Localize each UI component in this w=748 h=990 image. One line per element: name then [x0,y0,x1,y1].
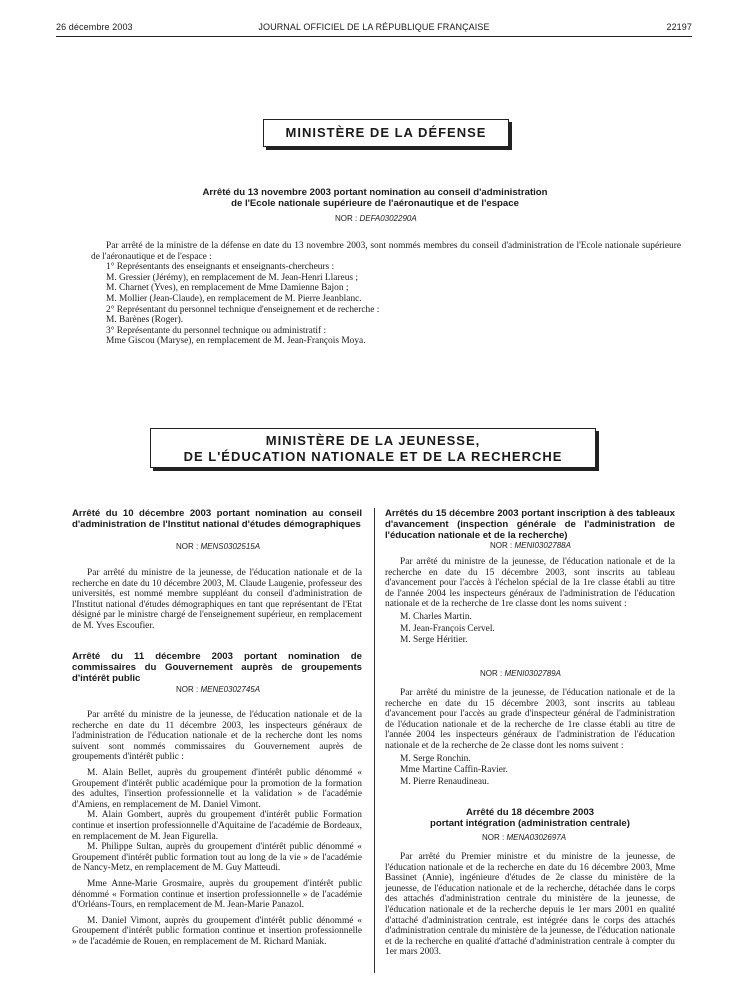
ministry-defense-box [263,119,509,147]
arrete-defense-intro: Par arrêté de la ministre de la défense en date du 13 novembre 2003, sont nommés membres du conseil d'administration de l'Ecole nationale supérieure de l'aéronautique et de l'espace : [91,241,681,262]
nor-label: NOR : [176,685,199,694]
nor-code: MENS0302515A [200,542,261,551]
ministry-defense-title: MINISTÈRE DE LA DÉFENSE [285,125,487,140]
defense-line: M. Mollier (Jean-Claude), en remplacement de M. Pierre Jeanblanc. [106,293,362,304]
arrete-ined-title: Arrêté du 10 décembre 2003 portant nomination au conseil d'administration de l'Institut national d'études démographiques [72,508,362,530]
gip-paragraph: Mme Anne-Marie Grosmaire, auprès du groupement d'intérêt public dénommé « Formation continue et insertion professionnelle » de l'académie d'Orléans-Tours, en remplacement de M. Jean-Marie Panazol. [72,878,362,911]
defense-line: 3° Représentante du personnel technique ou administratif : [106,325,327,336]
arrete-ined-paragraph: Par arrêté du ministre de la jeunesse, de l'éducation nationale et de la recherche en date du 10 décembre 2003, M. Claude Laugenie, professeur des universités, est nommé membre suppléant du conseil d'administration de l'Institut national d'études démographiques en tant que représentant de l'Etat désigné par le ministre chargé de l'enseignement supérieur, en remplacement de M. Yves Escoufier. [72,568,362,631]
nor-label: NOR : [335,214,358,223]
igaenr-name: M. Charles Martin. [400,611,472,622]
header-journal-title: JOURNAL OFFICIEL DE LA RÉPUBLIQUE FRANÇAISE [258,22,490,32]
arrete-integration-title-line1: Arrêté du 18 décembre 2003 [466,807,594,818]
arrete-integration-title-line2: portant intégration (administration centrale) [430,818,630,829]
igaenr-name: M. Serge Héritier. [400,635,468,646]
arrete-integration-nor [482,833,566,842]
nor-label: NOR : [176,542,199,551]
arrete-defense-nor [335,214,417,223]
igaenr-name: M. Pierre Renaudineau. [400,776,490,787]
nor-code: MENI0302789A [504,669,561,678]
gip-paragraph: M. Daniel Vimont, auprès du groupement d'intérêt public dénommé « Groupement d'intérêt public formation continue et insertion professionnelle » de l'académie de Rouen, en remplacement de M. Richard Maniak. [72,915,362,947]
arrete-igaenr-nor2 [480,669,561,678]
defense-line: 2° Représentant du personnel technique d'enseignement et de recherche : [106,304,380,315]
arrete-igaenr-title: Arrêtés du 15 décembre 2003 portant inscription à des tableaux d'avancement (inspection générale de l'administration de l'éducation nationale et de la recherche) [385,508,675,541]
igaenr-paragraph: Par arrêté du ministre de la jeunesse, de l'éducation nationale et de la recherche en date du 15 décembre 2003, sont inscrits au tableau d'avancement pour l'accès au grade d'inspecteur général de l'administration de l'éducation nationale et de la recherche de 1re classe établi au titre de l'année 2004 les inspecteurs généraux de l'administration de l'éducation nationale et de la recherche de 2e classe dont les noms suivent : [385,688,675,751]
igaenr-paragraph: Par arrêté du ministre de la jeunesse, de l'éducation nationale et de la recherche en date du 15 décembre 2003, sont inscrits au tableau d'avancement pour l'accès à l'échelon spécial de la 1re classe établi au titre de l'année 2004 les inspecteurs généraux de l'administration de l'éducation nationale et de la recherche de 1re classe dont les noms suivent : [385,557,675,610]
arrete-igaenr-nor1 [490,541,571,550]
arrete-integration-body [385,852,675,958]
nor-label: NOR : [480,669,503,678]
nor-code: DEFA0302290A [359,214,417,223]
arrete-ined-nor [176,542,260,551]
igaenr-name: M. Jean-François Cervel. [400,623,495,634]
arrete-defense-title-line2: de l'Ecole nationale supérieure de l'aéronautique et de l'espace [231,198,519,209]
arrete-gip-body [72,710,362,947]
arrete-gip-title: Arrêté du 11 décembre 2003 portant nomination de commissaires du Gouvernement auprès de groupements d'intérêt public [72,651,362,684]
arrete-integration-title [385,807,675,829]
arrete-ined-body [72,568,362,632]
defense-line: M. Charnet (Yves), en remplacement de Mme Damienne Bajon ; [106,283,349,294]
header-page-number: 22197 [666,22,692,32]
arrete-defense-body [91,241,681,347]
gip-paragraph: Par arrêté du ministre de la jeunesse, de l'éducation nationale et de la recherche en date du 11 décembre 2003, les inspecteurs généraux de l'administration de l'éducation nationale et de la recherche dont les noms suivent sont nommés commissaires du Gouvernement auprès de groupements d'intérêt public : [72,710,362,763]
arrete-igaenr-body1 [385,557,675,646]
ministry-education-box [150,428,596,468]
defense-line: Mme Giscou (Maryse), en remplacement de M. Jean-François Moya. [106,336,366,347]
ministry-education-title-line1: MINISTÈRE DE LA JEUNESSE, [265,433,481,448]
defense-line: M. Gressier (Jérémy), en remplacement de M. Jean-Henri Llareus ; [106,272,358,283]
nor-code: MENI0302788A [514,541,571,550]
nor-code: MENA0302697A [506,833,567,842]
arrete-defense-title [150,187,600,209]
gip-paragraph: M. Alain Gombert, auprès du groupement d'intérêt public Formation continue et insertion professionnelle d'Aquitaine de l'académie de Bordeaux, en remplacement de M. Jean Figurella. [72,810,362,842]
header-rule [56,36,692,37]
arrete-igaenr-body2 [385,688,675,787]
ministry-education-title-line2: DE L'ÉDUCATION NATIONALE ET DE LA RECHERCHE [183,449,563,464]
arrete-defense-title-line1: Arrêté du 13 novembre 2003 portant nomination au conseil d'administration [202,187,548,198]
nor-label: NOR : [490,541,513,550]
defense-line: 1° Représentants des enseignants et enseignants-chercheurs : [106,262,335,273]
integration-paragraph: Par arrêté du Premier ministre et du ministre de la jeunesse, de l'éducation nationale et de la recherche en date du 16 décembre 2003, Mme Bassinet (Annie), ingénieure d'études de 2e classe du ministère de la jeunesse, de l'éducation nationale et de la recherche, détachée dans le corps des attachés d'administration centrale du ministère de la jeunesse, de l'éducation nationale et de la recherche depuis le 1er mars 2001 en qualité d'attaché d'administration centrale, est intégrée dans le corps des attachés d'administration centrale du ministère de la jeunesse, de l'éducation nationale et de la recherche en qualité d'attaché d'administration centrale à compter du 1er mars 2003. [385,852,675,958]
defense-line: M. Barènes (Roger). [106,315,184,326]
nor-label: NOR : [482,833,505,842]
nor-code: MENE0302745A [200,685,261,694]
arrete-gip-nor [176,685,260,694]
header-date: 26 décembre 2003 [56,22,133,32]
gip-paragraph: M. Alain Bellet, auprès du groupement d'intérêt public dénommé « Groupement d'intérêt public académique pour la promotion de la formation des adultes, l'insertion professionnelle et la validation » de l'académie d'Amiens, en remplacement de M. Daniel Vimont. [72,767,362,810]
igaenr-name: M. Serge Ronchin. [400,753,471,764]
gip-paragraph: M. Philippe Sultan, auprès du groupement d'intérêt public dénommé « Groupement d'intérêt public formation tout au long de la vie » de l'académie de Nancy-Metz, en remplacement de M. Guy Matteudi. [72,842,362,874]
igaenr-name: Mme Martine Caffin-Ravier. [400,765,508,776]
column-divider [374,508,375,973]
